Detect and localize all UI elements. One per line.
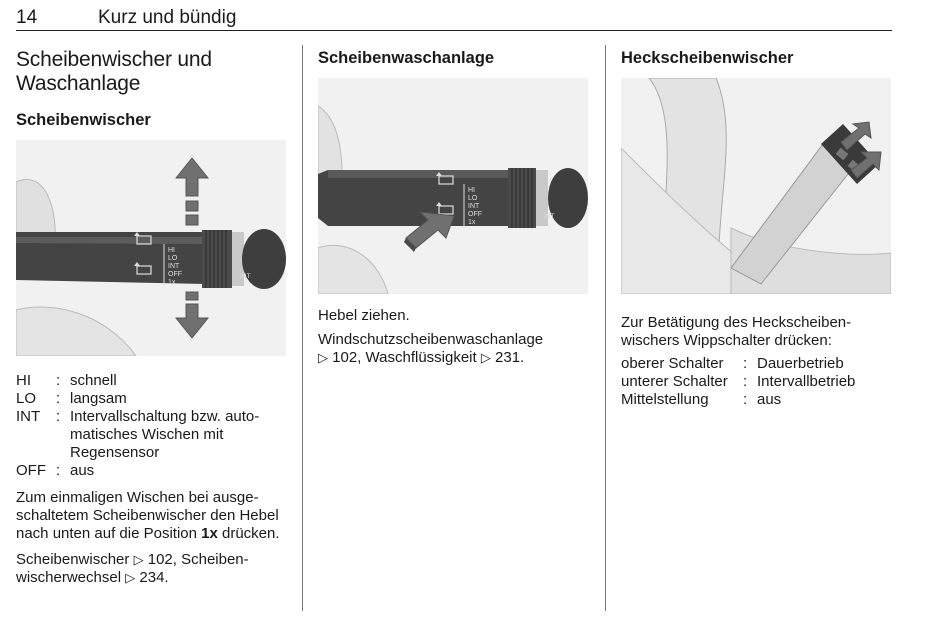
- reference-arrow-icon: ▷: [318, 350, 328, 365]
- reference-arrow-icon: ▷: [480, 350, 491, 365]
- stalk-label-off: OFF: [468, 211, 482, 218]
- definition-row: INT : Intervallschaltung bzw. automatisches Wischen mit Regensensor: [16, 408, 288, 462]
- definition-list: [16, 372, 288, 480]
- switch-key: unterer Schalter: [621, 373, 728, 390]
- definition-desc: Intervallschaltung bzw. automatisches Wischen mit Regensensor: [70, 408, 260, 461]
- running-title: Kurz und bündig: [98, 7, 237, 28]
- reference-arrow-icon: ▷: [125, 570, 136, 585]
- figure-washer-stalk: [318, 78, 588, 294]
- paragraph-rocker-switch: Zur Betätigung des Heckscheibenwischers Wippschalter drücken:: [621, 314, 852, 349]
- switch-row: unterer Schalter : Intervallbetrieb: [621, 373, 893, 391]
- stalk-label-hi: HI: [168, 247, 175, 254]
- stalk-label-hi: HI: [468, 187, 475, 194]
- definition-desc: langsam: [70, 390, 127, 407]
- column-wiper: [16, 44, 288, 587]
- column-divider: [605, 45, 606, 611]
- definition-desc: aus: [70, 462, 95, 479]
- switch-key: Mittelstellung: [621, 391, 709, 408]
- column-divider: [302, 45, 303, 611]
- page-number: 14: [16, 7, 38, 28]
- section-title: Scheibenwaschanlage: [318, 49, 495, 67]
- paragraph-pull: Hebel ziehen.: [318, 307, 410, 324]
- column-washer: [318, 44, 590, 367]
- section-title: Heckscheibenwischer: [621, 49, 794, 67]
- stalk-label-lo: LO: [468, 195, 478, 202]
- paragraph-single-wipe: Zum einmaligen Wischen bei ausgeschaltetem Scheibenwischer den Hebel nach unten auf die Position 1x drücken.: [16, 489, 280, 542]
- stalk-label-1x: 1x: [468, 219, 476, 226]
- paragraph-references: Scheibenwischer ▷ 102, Scheibenwischerwechsel ▷ 234.: [16, 551, 249, 586]
- column-rear-wiper: [621, 44, 893, 409]
- stalk-label-1x: 1x: [168, 279, 176, 286]
- subsection-title: Scheibenwischer: [16, 111, 151, 129]
- switch-positions: [621, 355, 893, 409]
- definition-term: LO: [16, 390, 37, 407]
- definition-row: LO : langsam: [16, 390, 288, 408]
- switch-row: Mittelstellung : aus: [621, 391, 893, 409]
- stalk-label-int: INT: [168, 263, 180, 270]
- paragraph-references: Windschutzscheibenwaschanlage ▷ 102, Waschflüssigkeit ▷ 231.: [318, 331, 544, 366]
- definition-term: HI: [16, 372, 31, 389]
- reference-arrow-icon: ▷: [133, 552, 144, 567]
- stalk-label-lo: LO: [168, 255, 178, 262]
- definition-row: OFF : aus: [16, 462, 288, 480]
- page-header: [16, 6, 892, 31]
- ring-label-int: INT: [240, 273, 251, 280]
- figure-wiper-stalk: [16, 140, 286, 356]
- switch-value: Intervallbetrieb: [757, 373, 856, 390]
- switch-key: oberer Schalter: [621, 355, 724, 372]
- stalk-label-int: INT: [468, 203, 480, 210]
- switch-row: oberer Schalter : Dauerbetrieb: [621, 355, 893, 373]
- ring-label-int: INT: [544, 213, 555, 220]
- definition-desc: schnell: [70, 372, 117, 389]
- position-1x: 1x: [201, 525, 218, 542]
- section-title: Scheibenwischer und Waschanlage: [16, 48, 212, 95]
- figure-rear-wiper-switch: [621, 78, 891, 294]
- stalk-label-off: OFF: [168, 271, 182, 278]
- definition-row: HI : schnell: [16, 372, 288, 390]
- switch-value: Dauerbetrieb: [757, 355, 844, 372]
- switch-value: aus: [757, 391, 782, 408]
- definition-term: OFF: [16, 462, 46, 479]
- definition-term: INT: [16, 408, 41, 425]
